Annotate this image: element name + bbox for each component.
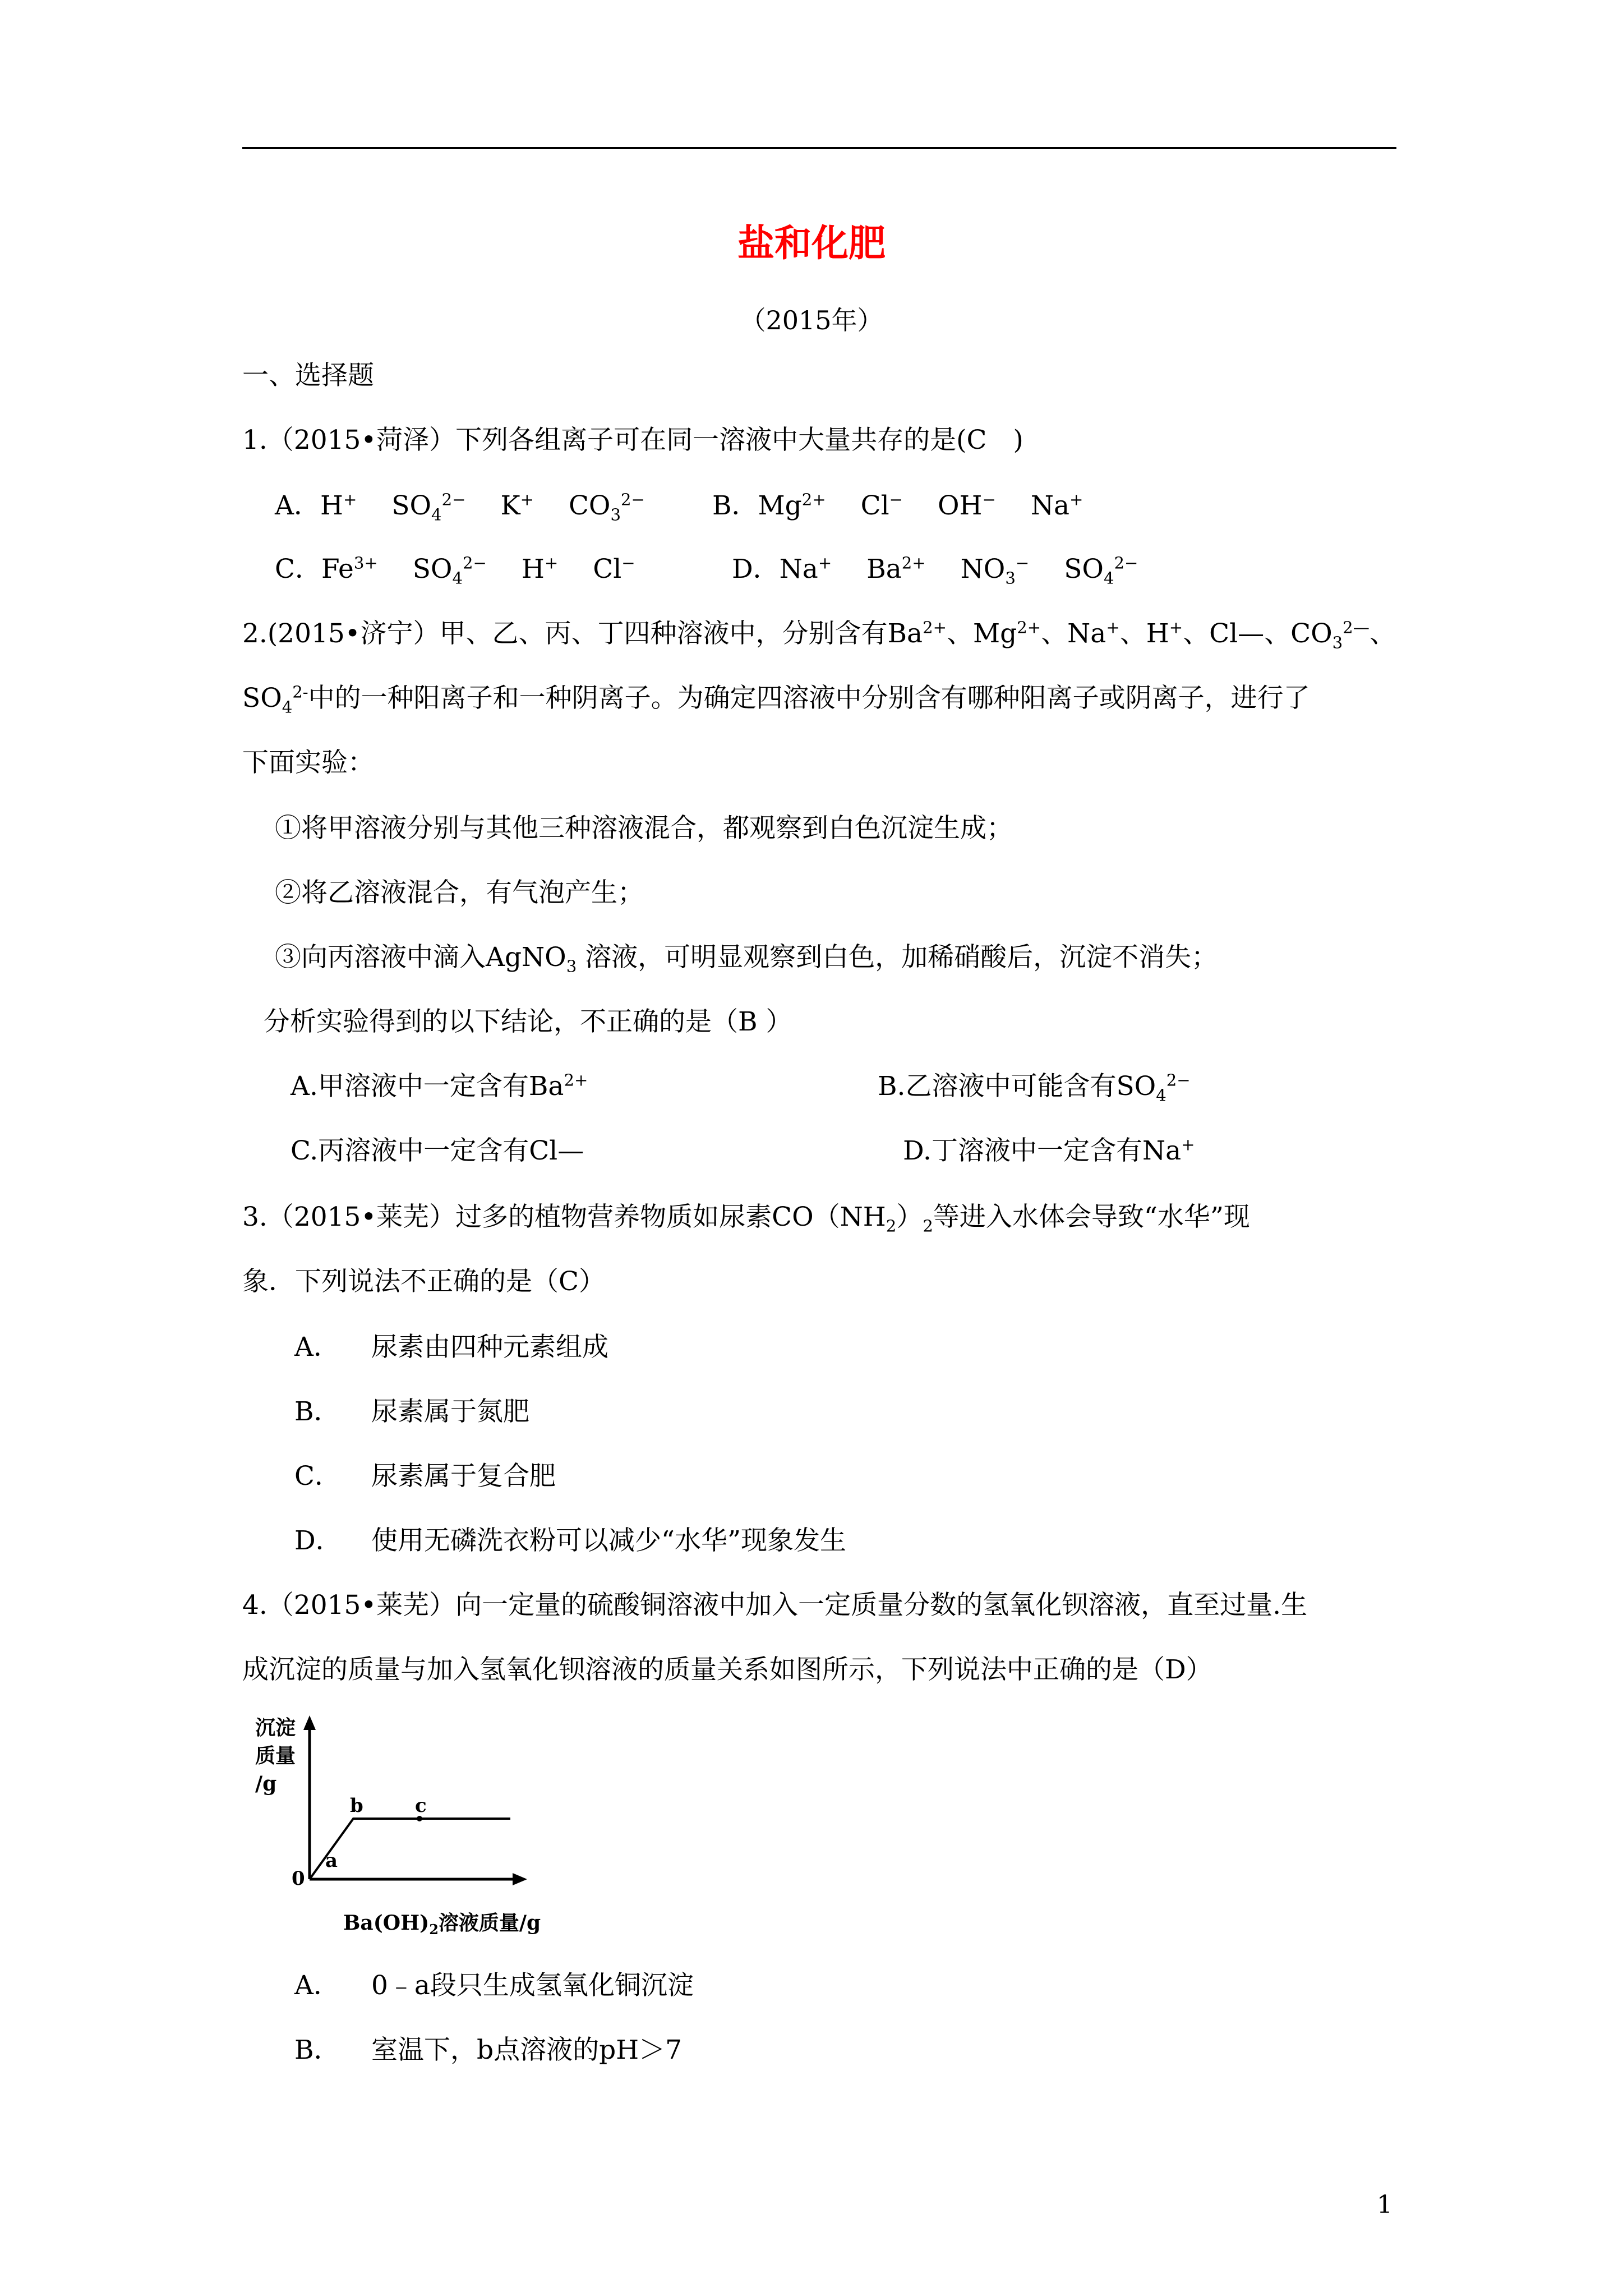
q1-option-c: C．$Fe^{3+}$ $SO_4^{2-}$ H+ Cl−	[275, 553, 635, 588]
q3-option-b-text: 尿素属于氮肥	[371, 1396, 529, 1427]
q3-line1: 3.（2015•莱芜）过多的植物营养物质如尿素$CO(NH_2)_2$等进入水体会导致“水华”现	[242, 1202, 1250, 1236]
q2-step2: ②将乙溶液混合，有气泡产生；	[275, 877, 644, 908]
q2-conclusion: 分析实验得到的以下结论，不正确的是（B ）	[264, 1006, 792, 1037]
q4-line1: 4.（2015•莱芜）向一定量的硫酸铜溶液中加入一定质量分数的氢氧化钡溶液，直至过量.生	[242, 1590, 1308, 1621]
q4-option-b-text: 室温下，b点溶液的pH＞7	[371, 2035, 683, 2065]
page-title: 盐和化肥	[737, 221, 886, 265]
q3-option-a-text: 尿素由四种元素组成	[371, 1332, 608, 1363]
page-year: （2015年）	[740, 305, 883, 335]
q2-line1: 2.(2015•济宁）甲、乙、丙、丁四种溶液中，分别含有$Ba^{2+}$、$Mg^{2+}$、Na+、H+、Cl—、$CO_3^{2—}$、	[242, 618, 1396, 652]
section-heading: 一、选择题	[242, 360, 374, 391]
chart-point-c-label: c	[415, 1795, 427, 1817]
q3-option-c-text: 尿素属于复合肥	[371, 1461, 556, 1492]
q3-line2: 象．下列说法不正确的是（C）	[242, 1266, 605, 1297]
chart-origin-label: 0	[292, 1867, 305, 1890]
q4-option-b: B．	[294, 2035, 340, 2065]
chart-x-arrow	[513, 1873, 527, 1885]
q2-step3: ③向丙溶液中滴入AgNO$_3$ 溶液，可明显观察到白色，加稀硝酸后，沉淀不消失；	[275, 942, 1218, 976]
header-rule	[242, 147, 1396, 149]
chart-y-arrow	[303, 1715, 316, 1730]
q4-option-a: A．	[294, 1970, 340, 2001]
chart-series-line	[310, 1819, 510, 1879]
chart-point-b-label: b	[350, 1795, 363, 1817]
q3-option-c: C．	[294, 1461, 341, 1492]
q2-option-b: B.乙溶液中可能含有$SO_4^{2-}$	[878, 1070, 1191, 1105]
q2-line3: 下面实验：	[242, 747, 374, 778]
q3-option-d-text: 使用无磷洗衣粉可以减少“水华”现象发生	[371, 1525, 847, 1556]
chart-xlabel: $Ba(OH)_2$溶液质量/g	[343, 1911, 541, 1938]
chart-ylabel-line1: 沉淀	[255, 1716, 296, 1740]
q2-option-c: C.丙溶液中一定含有Cl—	[291, 1135, 584, 1166]
q2-line2: $SO_4^{2-}$中的一种阳离子和一种阴离子。为确定四溶液中分别含有哪种阳离子或阴离子，进行了	[242, 682, 1310, 717]
q3-option-a: A．	[294, 1332, 340, 1363]
q2-step1: ①将甲溶液分别与其他三种溶液混合，都观察到白色沉淀生成；	[275, 813, 1013, 844]
q1-option-a: A．H+ $SO_4^{2-}$ K+ $CO_3^{2-}$	[275, 490, 645, 524]
chart-ylabel-line2: 质量	[255, 1744, 296, 1768]
precipitate-chart	[247, 1711, 606, 1947]
q3-option-b: B．	[294, 1396, 340, 1427]
chart-ylabel-line3: /g	[255, 1772, 277, 1796]
q1-option-b: B．$Mg^{2+}$ Cl− OH− Na+	[712, 490, 1083, 521]
q4-line2: 成沉淀的质量与加入氢氧化钡溶液的质量关系如图所示，下列说法中正确的是（D）	[242, 1654, 1212, 1685]
chart-point-a-label: a	[325, 1849, 338, 1872]
q2-option-a: A.甲溶液中一定含有$Ba^{2+}$	[291, 1070, 588, 1102]
q1-stem: 1.（2015•菏泽）下列各组离子可在同一溶液中大量共存的是(C )	[242, 425, 1023, 455]
q1-option-d: D．Na+ $Ba^{2+}$ $NO_3^-$ $SO_4^{2-}$	[732, 553, 1138, 588]
q3-option-d: D．	[294, 1525, 342, 1556]
q2-option-d: D.丁溶液中一定含有Na+	[903, 1135, 1195, 1166]
q4-option-a-text: 0﹣a段只生成氢氧化铜沉淀	[371, 1970, 694, 2001]
page-number: 1	[1377, 2191, 1393, 2219]
